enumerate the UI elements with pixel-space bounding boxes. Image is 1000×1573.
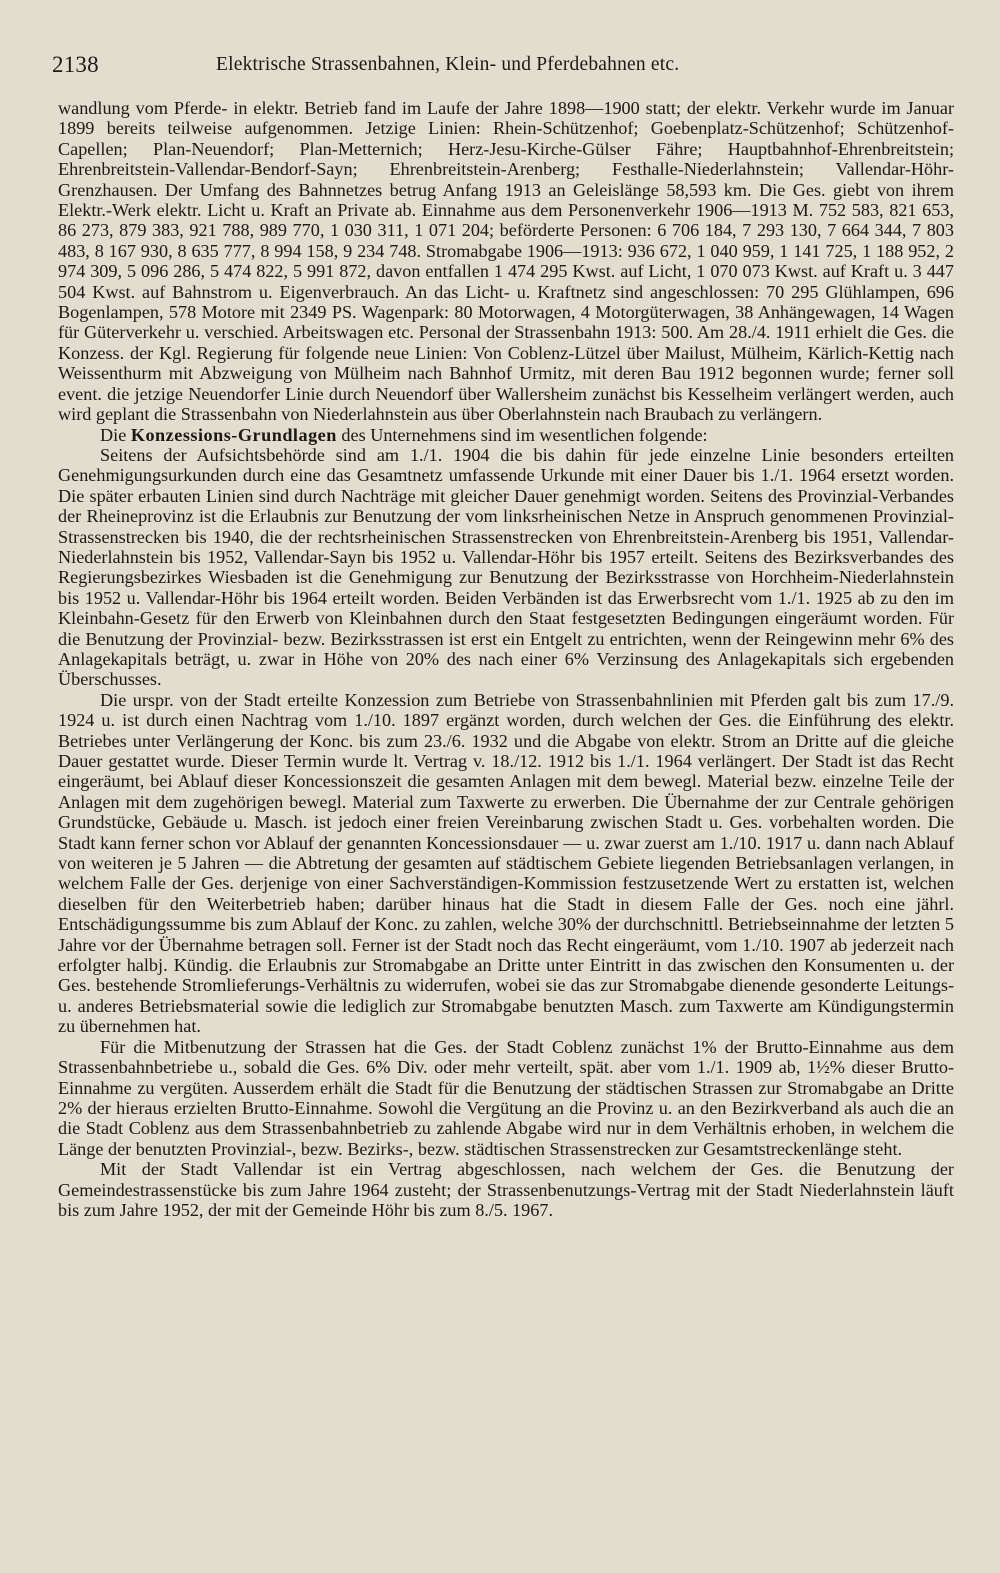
running-title: Elektrische Strassenbahnen, Klein- und Pferdebahnen etc. [216,54,680,75]
paragraph-concession-heading [58,425,954,445]
paragraph-city-concession: Die urspr. von der Stadt erteilte Konzession zum Betriebe von Strassenbahnlinien mit Pferden galt bis zum 17./9. 1924 u. ist durch einen Nachtrag vom 1./10. 1897 ergänzt worden, durch welchen der Ges. die Einführung des elektr. Betriebes unter Verlängerung der Konc. bis zum 23./6. 1932 und die Abgabe von elektr. Strom an Dritte auf die gleiche Dauer gestattet wurde. Dieser Termin wurde lt. Vertrag v. 18./12. 1912 bis 1./1. 1964 verlängert. Der Stadt ist das Recht eingeräumt, bei Ablauf dieser Koncessionszeit die gesamten Anlagen mit dem bewegl. Material bezw. einzelne Teile der Anlagen mit dem zugehörigen bewegl. Material zum Taxwerte zu erwerben. Die Übernahme der zur Centrale gehörigen Grundstücke, Gebäude u. Masch. ist jedoch einer freien Vereinbarung zwischen Stadt u. Ges. vorbehalten worden. Die Stadt kann ferner schon vor Ablauf der genannten Koncessionsdauer — u. zwar zuerst am 1./10. 1917 u. dann nach Ablauf von weiteren je 5 Jahren — die Abtretung der gesamten auf städtischem Gebiete liegenden Betriebsanlagen verlangen, in welchem Falle der Ges. derjenige von einer Sachverständigen-Kommission festzusetzende Wert zu erstatten ist, welchen dieselben für den Weiterbetrieb haben; darüber hinaus hat die Stadt in diesem Falle der Ges. noch eine jährl. Entschädigungssumme bis zum Ablauf der Konc. zu zahlen, welche 30% der durchschnittl. Betriebseinnahme der letzten 5 Jahre vor der Übernahme betragen soll. Ferner ist der Stadt noch das Recht eingeräumt, vom 1./10. 1907 ab jederzeit nach erfolgter halbj. Kündig. die Erlaubnis zur Stromabgabe an Dritte unter Eintritt in das zwischen den Konsumenten u. der Ges. bestehende Stromlieferungs-Verhältnis zu widerrufen, wobei sie das zur Stromabgabe dienende gesonderte Leitungs- u. anderes Betriebsmaterial sowie die lediglich zur Stromabgabe benutzten Masch. zum Taxwerte am Kündigungstermin zu übernehmen hat. [58,689,954,1037]
page-header [52,50,940,82]
paragraph-supervisory-authority: Seitens der Aufsichtsbehörde sind am 1./1. 1904 die bis dahin für jede einzelne Linie besonders erteilten Genehmigungsurkunden durch eine das Gesamtnetz umfassende Urkunde mit einer Dauer bis 1./1. 1964 ersetzt worden. Die später erbauten Linien sind durch Nachträge mit gleicher Dauer genehmigt worden. Seitens des Provinzial-Verbandes der Rheineprovinz ist die Erlaubnis zur Benutzung der vom linksrheinischen Netze in Anspruch genommenen Provinzial-Strassenstrecken bis 1940, die der rechtsrheinischen Strassenstrecken von Ehrenbreitstein-Arenberg bis 1951, Vallendar-Niederlahnstein bis 1952, Vallendar-Sayn bis 1952 u. Vallendar-Höhr bis 1957 erteilt. Seitens des Bezirksverbandes des Regierungsbezirkes Wiesbaden ist die Genehmigung zur Benutzung der Bezirksstrasse von Horchheim-Niederlahnstein bis 1952 u. Vallendar-Höhr bis 1964 erteilt worden. Beiden Verbänden ist das Erwerbsrecht vom 1./1. 1925 ab zu den im Kleinbahn-Gesetz für den Erwerb von Kleinbahnen durch den Staat festgesetzten Bedingungen eingeräumt worden. Für die Benutzung der Provinzial- bezw. Bezirksstrassen ist erst ein Entgelt zu entrichten, wenn der Reingewinn mehr 6% des Anlagekapitals beträgt, u. zwar in Höhe von 20% des nach einer 6% Verzinsung des Anlagekapitals sich ergebenden Überschusses. [58,444,954,690]
body-text [58,98,954,1220]
paragraph-street-usage-fees: Für die Mitbenutzung der Strassen hat die Ges. der Stadt Coblenz zunächst 1% der Brutto-Einnahme aus dem Strassenbahnbetriebe u., sobald die Ges. 6% Div. oder mehr verteilt, spät. aber vom 1./1. 1909 ab, 1½% dieser Brutto-Einnahme zu vergüten. Ausserdem erhält die Stadt für die Benutzung der städtischen Strassen zur Stromabgabe an Dritte 2% der hieraus erzielten Brutto-Einnahme. Sowohl die Vergütung an die Provinz u. an den Bezirkverband als auch die an die Stadt Coblenz aus dem Strassenbahnbetrieb zu zahlende Abgabe wird nur in dem Verhältnis erhoben, in welchem die Länge der benutzten Provinzial-, bezw. Bezirks-, bezw. städtischen Strassenstrecken zur Gesamtstreckenlänge steht. [58,1036,954,1159]
concession-heading-lead: Die [100,424,127,445]
paragraph-lines-and-operations: wandlung vom Pferde- in elektr. Betrieb fand im Laufe der Jahre 1898—1900 statt; der elektr. Verkehr wurde im Januar 1899 bereits teilweise aufgenommen. Jetzige Linien: Rhein-Schützenhof; Goebenplatz-Schützenhof; Schützenhof-Capellen; Plan-Neuendorf; Plan-Metternich; Herz-Jesu-Kirche-Gülser Fähre; Hauptbahnhof-Ehrenbreitstein; Ehrenbreitstein-Vallendar-Bendorf-Sayn; Ehrenbreitstein-Arenberg; Festhalle-Niederlahnstein; Vallendar-Höhr-Grenzhausen. Der Umfang des Bahnnetzes betrug Anfang 1913 an Geleislänge 58,593 km. Die Ges. giebt von ihrem Elektr.-Werk elektr. Licht u. Kraft an Private ab. Einnahme aus dem Personenverkehr 1906—1913 M. 752 583, 821 653, 86 273, 879 383, 921 788, 989 770, 1 030 311, 1 071 204; beförderte Personen: 6 706 184, 7 293 130, 7 664 344, 7 803 483, 8 167 930, 8 635 777, 8 994 158, 9 234 748. Stromabgabe 1906—1913: 936 672, 1 040 959, 1 141 725, 1 188 952, 2 974 309, 5 096 286, 5 474 822, 5 991 872, davon entfallen 1 474 295 Kwst. auf Licht, 1 070 073 Kwst. auf Kraft u. 3 447 504 Kwst. auf Bahnstrom u. Eigenverbrauch. An das Licht- u. Kraftnetz sind angeschlossen: 70 295 Glühlampen, 696 Bogenlampen, 578 Motore mit 2349 PS. Wagenpark: 80 Motorwagen, 4 Motorgüterwagen, 38 Anhängewagen, 14 Wagen für Güterverkehr u. verschied. Arbeitswagen etc. Personal der Strassenbahn 1913: 500. Am 28./4. 1911 erhielt die Ges. die Konzess. der Kgl. Regierung für folgende neue Linien: Von Coblenz-Lützel über Mailust, Mülheim, Kärlich-Kettig nach Weissenthurm mit Abzweigung von Mülheim nach Bahnhof Urmitz, mit deren Bau 1912 begonnen wurde; ferner soll event. die jetzige Neuendorfer Linie durch Neuendorf über Wallersheim zunächst bis Kesselheim verlängert werden, auch wird geplant die Strassenbahn von Niederlahnstein aus über Oberlahnstein nach Braubach zu verlängern. [58,98,954,425]
page-number: 2138 [52,52,99,77]
paragraph-vallendar-contract: Mit der Stadt Vallendar ist ein Vertrag abgeschlossen, nach welchem der Ges. die Benutzung der Gemeindestrassenstücke bis zum Jahre 1964 zusteht; der Strassenbenutzungs-Vertrag mit der Stadt Niederlahnstein läuft bis zum Jahre 1952, der mit der Gemeinde Höhr bis zum 8./5. 1967. [58,1159,954,1220]
concession-heading-emphasis: Konzessions-Grundlagen [130,424,337,445]
concession-heading-text: des Unternehmens sind im wesentlichen folgende: [341,424,708,445]
